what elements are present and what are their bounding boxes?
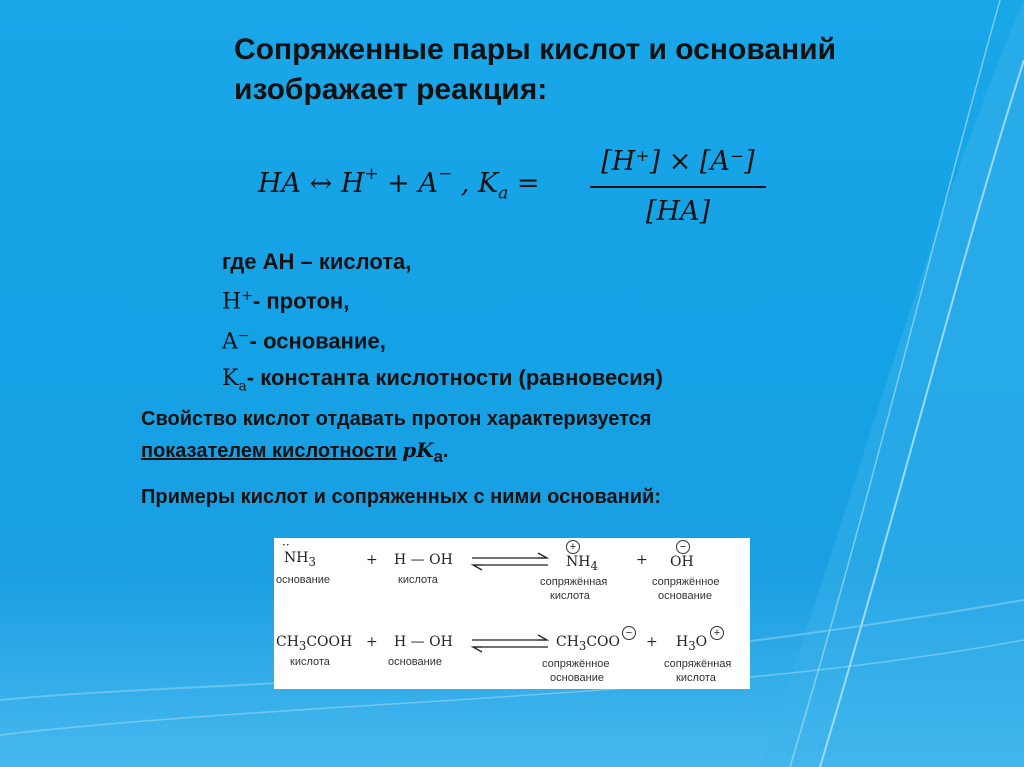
definition-symbol-sup: + xyxy=(241,288,253,304)
label-acid: кислота xyxy=(290,656,330,668)
formula-fraction xyxy=(590,140,766,234)
definition-base xyxy=(222,319,663,359)
positive-charge-icon: + xyxy=(566,540,580,554)
definition-text: - основание, xyxy=(249,328,386,354)
formula-denominator: [HA] xyxy=(645,196,711,227)
formula-k-sub: a xyxy=(498,183,509,204)
acidity-paragraph xyxy=(141,404,841,472)
formula-numerator: [H⁺] × [A⁻] xyxy=(601,146,755,177)
formula-h: H xyxy=(340,168,365,199)
label-base: основание xyxy=(388,656,442,668)
formula-a-charge: − xyxy=(437,164,453,184)
formula-comma: , xyxy=(460,168,470,199)
label-conjugate-acid-2: кислота xyxy=(550,590,590,602)
formula-k: K xyxy=(478,168,499,199)
label-conjugate-acid: сопряжённая xyxy=(540,576,608,588)
formula-h-charge: + xyxy=(364,164,379,184)
definition-constant xyxy=(222,360,663,404)
definition-symbol: A xyxy=(222,329,238,355)
label-conjugate-base-2: основание xyxy=(550,672,604,684)
formula-a: A xyxy=(418,168,438,199)
label-conjugate-acid-2: кислота xyxy=(676,672,716,684)
equilibrium-arrows xyxy=(470,552,550,572)
examples-heading: Примеры кислот и сопряженных с ними оснований: xyxy=(141,486,662,508)
formula-plus: + xyxy=(387,168,410,199)
species-acetic-acid: $CH_3COOH$ xyxy=(276,634,353,653)
definition-text: где АН – кислота, xyxy=(222,249,412,274)
negative-charge-icon: − xyxy=(676,540,690,554)
negative-charge-icon: − xyxy=(622,626,636,640)
reaction-examples-image xyxy=(274,538,750,689)
definition-symbol-sup: − xyxy=(237,328,250,345)
label-conjugate-base: сопряжённое xyxy=(652,576,720,588)
label-conjugate-base: сопряжённое xyxy=(542,658,610,670)
formula-equals: = xyxy=(516,168,540,199)
paragraph-line-2 xyxy=(141,435,841,472)
species-water: H — OH xyxy=(394,552,453,568)
underlined-term: показателем кислотности xyxy=(141,440,397,462)
formula-ha: HA xyxy=(258,168,302,199)
plus-sign: + xyxy=(646,634,658,650)
paragraph-end: . xyxy=(442,440,449,462)
fraction-bar xyxy=(590,186,766,188)
definition-text: - константа кислотности (равновесия) xyxy=(246,364,663,390)
definition-symbol: K xyxy=(222,365,239,391)
plus-sign: + xyxy=(636,552,648,568)
species-water: H — OH xyxy=(394,634,453,650)
paragraph-line-1: Свойство кислот отдавать протон характеризуется xyxy=(141,408,652,430)
definitions-list xyxy=(222,244,663,404)
pka-symbol: pK xyxy=(402,438,434,462)
slide-title: Сопряженные пары кислот и оснований изображает реакция: xyxy=(234,33,837,106)
definition-text: - протон, xyxy=(252,288,350,314)
formula-arrow: ↔ xyxy=(309,168,333,199)
label-acid: кислота xyxy=(398,574,438,586)
definition-acid xyxy=(222,244,663,279)
label-conjugate-base-2: основание xyxy=(658,590,712,602)
definition-symbol: H xyxy=(222,289,242,315)
plus-sign: + xyxy=(366,552,378,568)
equilibrium-arrows xyxy=(470,634,550,654)
species-nh3: $NH_3$ xyxy=(284,550,316,569)
species-hydronium: $H_3O$ xyxy=(676,634,708,653)
formula-lhs xyxy=(258,164,540,204)
pka-sub: a xyxy=(433,447,443,466)
lone-pair-dots: ·· xyxy=(282,538,290,552)
label-conjugate-acid: сопряжённая xyxy=(664,658,732,670)
definition-symbol-sub: a xyxy=(238,378,247,395)
ka-formula xyxy=(258,140,778,240)
positive-charge-icon: + xyxy=(710,626,724,640)
species-acetate: $CH_3COO$ xyxy=(556,634,621,653)
definition-proton xyxy=(222,279,663,319)
species-hydroxide: OH xyxy=(670,554,694,570)
plus-sign: + xyxy=(366,634,378,650)
label-base: основание xyxy=(276,574,330,586)
species-nh4: $NH_4$ xyxy=(566,554,598,573)
